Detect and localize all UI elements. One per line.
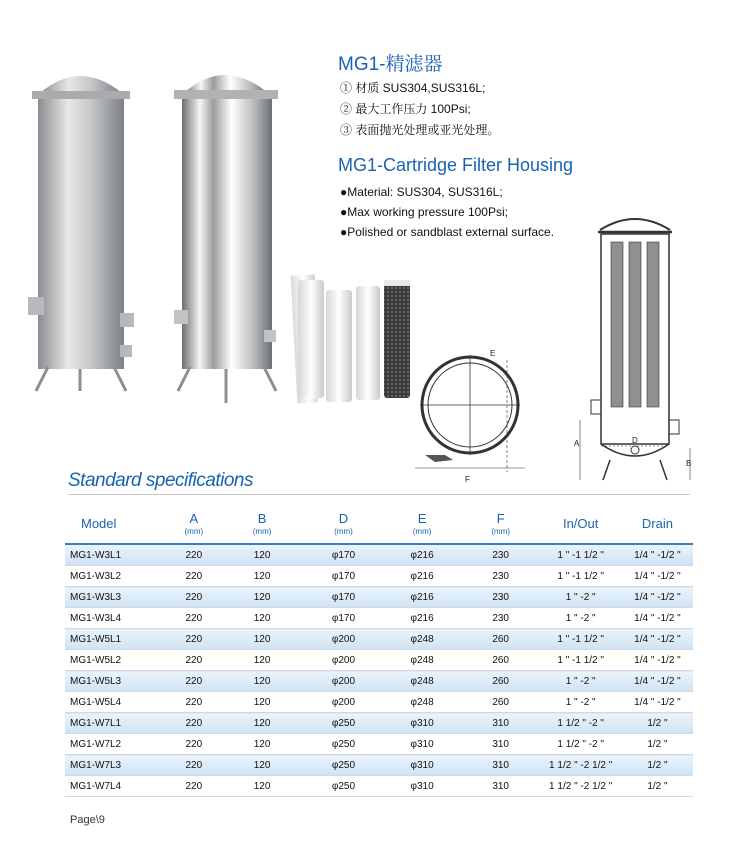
melt-blown-cartridge xyxy=(356,286,380,400)
table-cell: 1/4 " -1/2 " xyxy=(622,587,693,608)
table-cell: φ248 xyxy=(382,692,462,713)
table-row xyxy=(65,587,693,608)
table-cell: 230 xyxy=(462,608,540,629)
table-cell: 1/2 " xyxy=(622,713,693,734)
table-cell: φ170 xyxy=(305,566,383,587)
title-divider xyxy=(68,494,690,495)
table-cell: 1 " -2 " xyxy=(539,692,621,713)
table-cell: φ216 xyxy=(382,608,462,629)
table-cell: 220 xyxy=(168,734,220,755)
table-row xyxy=(65,755,693,776)
table-cell: 1/2 " xyxy=(622,755,693,776)
table-cell: 220 xyxy=(168,713,220,734)
table-cell: 1 " -1 1/2 " xyxy=(539,650,621,671)
table-cell: φ310 xyxy=(382,734,462,755)
table-cell: φ250 xyxy=(305,776,383,797)
pleated-cartridge xyxy=(298,280,324,398)
table-row xyxy=(65,734,693,755)
table-cell: 220 xyxy=(168,692,220,713)
table-cell: φ216 xyxy=(382,566,462,587)
table-cell: φ248 xyxy=(382,650,462,671)
table-cell: MG1-W5L3 xyxy=(65,671,168,692)
spec-cn-3: ③ 表面抛光处理或亚光处理。 xyxy=(340,123,500,137)
table-cell: 120 xyxy=(220,587,305,608)
table-cell: 1/4 " -1/2 " xyxy=(622,671,693,692)
table-cell: 230 xyxy=(462,587,540,608)
table-cell: MG1-W7L3 xyxy=(65,755,168,776)
table-cell: MG1-W7L1 xyxy=(65,713,168,734)
spec-en-2: ●Max working pressure 100Psi; xyxy=(340,205,508,219)
table-cell: 220 xyxy=(168,755,220,776)
dimension-a-label: A xyxy=(574,439,580,448)
table-cell: 120 xyxy=(220,650,305,671)
table-cell: 220 xyxy=(168,629,220,650)
table-cell: 310 xyxy=(462,734,540,755)
spec-en-1: ●Material: SUS304, SUS316L; xyxy=(340,185,503,199)
table-cell: φ200 xyxy=(305,650,383,671)
table-cell: φ170 xyxy=(305,545,383,566)
table-cell: φ216 xyxy=(382,545,462,566)
table-cell: 120 xyxy=(220,776,305,797)
cartridge-group xyxy=(290,270,430,405)
table-cell: 1 1/2 " -2 " xyxy=(539,734,621,755)
col-header-model: Model xyxy=(81,515,117,531)
table-cell: φ250 xyxy=(305,734,383,755)
table-cell: φ310 xyxy=(382,713,462,734)
table-cell: φ248 xyxy=(382,671,462,692)
col-header-drain: Drain xyxy=(641,515,673,531)
polished-housing-image xyxy=(174,75,278,403)
table-cell: φ170 xyxy=(305,587,383,608)
table-cell: 220 xyxy=(168,671,220,692)
table-cell: φ250 xyxy=(305,755,383,776)
table-cell: 220 xyxy=(168,566,220,587)
table-cell: MG1-W5L4 xyxy=(65,692,168,713)
table-cell: 1/2 " xyxy=(622,776,693,797)
table-cell: 120 xyxy=(220,608,305,629)
table-cell: 220 xyxy=(168,587,220,608)
table-row xyxy=(65,671,693,692)
table-cell: 260 xyxy=(462,692,540,713)
table-row xyxy=(65,692,693,713)
table-cell: 120 xyxy=(220,713,305,734)
table-row xyxy=(65,566,693,587)
table-row xyxy=(65,608,693,629)
spec-table xyxy=(65,503,693,797)
table-cell: 1 " -1 1/2 " xyxy=(539,566,621,587)
table-cell: 260 xyxy=(462,671,540,692)
table-cell: 230 xyxy=(462,566,540,587)
spec-cn-2: ② 最大工作压力 100Psi; xyxy=(340,102,471,116)
product-title-cn: MG1-精滤器 xyxy=(338,54,443,75)
table-cell: 120 xyxy=(220,692,305,713)
table-cell: 1 " -2 " xyxy=(539,608,621,629)
col-header-d: D (mm) xyxy=(334,510,353,536)
table-row xyxy=(65,650,693,671)
table-cell: 120 xyxy=(220,629,305,650)
col-header-in-out: In/Out xyxy=(562,515,599,531)
table-cell: 260 xyxy=(462,629,540,650)
table-cell: 310 xyxy=(462,755,540,776)
table-cell: 260 xyxy=(462,650,540,671)
top-view-diagram xyxy=(415,355,525,472)
dimension-f-label: F xyxy=(465,475,470,484)
table-cell: MG1-W3L3 xyxy=(65,587,168,608)
table-cell: MG1-W7L2 xyxy=(65,734,168,755)
table-cell: 1 " -1 1/2 " xyxy=(539,545,621,566)
table-cell: 220 xyxy=(168,608,220,629)
col-header-e: E (mm) xyxy=(412,510,432,536)
table-cell: 1 1/2 " -2 1/2 " xyxy=(539,776,621,797)
spec-cn-1: ① 材质 SUS304,SUS316L; xyxy=(340,81,486,95)
product-photos xyxy=(18,45,318,415)
table-cell: MG1-W3L1 xyxy=(65,545,168,566)
table-cell: 120 xyxy=(220,671,305,692)
table-cell: 120 xyxy=(220,734,305,755)
wound-cartridge xyxy=(326,290,352,402)
standard-specs-title: Standard specifications xyxy=(68,470,253,491)
dimension-e-label: E xyxy=(490,349,496,358)
table-cell: φ216 xyxy=(382,587,462,608)
table-cell: MG1-W5L2 xyxy=(65,650,168,671)
table-cell: 1 " -2 " xyxy=(539,587,621,608)
table-row xyxy=(65,776,693,797)
col-header-b: B (mm) xyxy=(252,510,272,536)
carbon-cartridge xyxy=(384,282,410,398)
table-cell: φ200 xyxy=(305,692,383,713)
table-cell: 120 xyxy=(220,755,305,776)
table-cell: φ200 xyxy=(305,629,383,650)
table-cell: 1 " -1 1/2 " xyxy=(539,629,621,650)
col-header-f: F (mm) xyxy=(491,510,510,536)
table-cell: φ310 xyxy=(382,776,462,797)
table-cell: MG1-W3L4 xyxy=(65,608,168,629)
product-title-en: MG1-Cartridge Filter Housing xyxy=(338,155,574,175)
table-cell: φ200 xyxy=(305,671,383,692)
spec-en-3: ●Polished or sandblast external surface. xyxy=(340,225,555,239)
table-cell: 220 xyxy=(168,545,220,566)
page-number: Page\9 xyxy=(70,814,105,826)
table-cell: 120 xyxy=(220,545,305,566)
sandblast-housing-image xyxy=(28,76,134,391)
table-cell: 230 xyxy=(462,545,540,566)
table-row xyxy=(65,545,693,566)
col-header-a: A (mm) xyxy=(184,510,204,536)
dimension-b-label: B xyxy=(686,459,692,468)
table-cell: 1 1/2 " -2 1/2 " xyxy=(539,755,621,776)
dimension-d-label: D xyxy=(632,436,638,445)
table-row xyxy=(65,713,693,734)
table-cell: 1/4 " -1/2 " xyxy=(622,566,693,587)
table-cell: 1/4 " -1/2 " xyxy=(622,608,693,629)
table-cell: 1/4 " -1/2 " xyxy=(622,545,693,566)
table-row xyxy=(65,629,693,650)
table-cell: 120 xyxy=(220,566,305,587)
table-cell: φ248 xyxy=(382,629,462,650)
technical-diagrams xyxy=(415,210,745,490)
table-cell: 1 " -2 " xyxy=(539,671,621,692)
table-cell: 1/2 " xyxy=(622,734,693,755)
table-cell: 220 xyxy=(168,650,220,671)
table-cell: 1 1/2 " -2 " xyxy=(539,713,621,734)
table-cell: 220 xyxy=(168,776,220,797)
table-cell: MG1-W7L4 xyxy=(65,776,168,797)
table-cell: 310 xyxy=(462,776,540,797)
table-cell: φ170 xyxy=(305,608,383,629)
table-cell: MG1-W3L2 xyxy=(65,566,168,587)
table-cell: 310 xyxy=(462,713,540,734)
table-header-row xyxy=(65,503,693,543)
table-cell: 1/4 " -1/2 " xyxy=(622,650,693,671)
table-cell: 1/4 " -1/2 " xyxy=(622,629,693,650)
table-cell: MG1-W5L1 xyxy=(65,629,168,650)
table-cell: 1/4 " -1/2 " xyxy=(622,692,693,713)
table-cell: φ310 xyxy=(382,755,462,776)
table-cell: φ250 xyxy=(305,713,383,734)
